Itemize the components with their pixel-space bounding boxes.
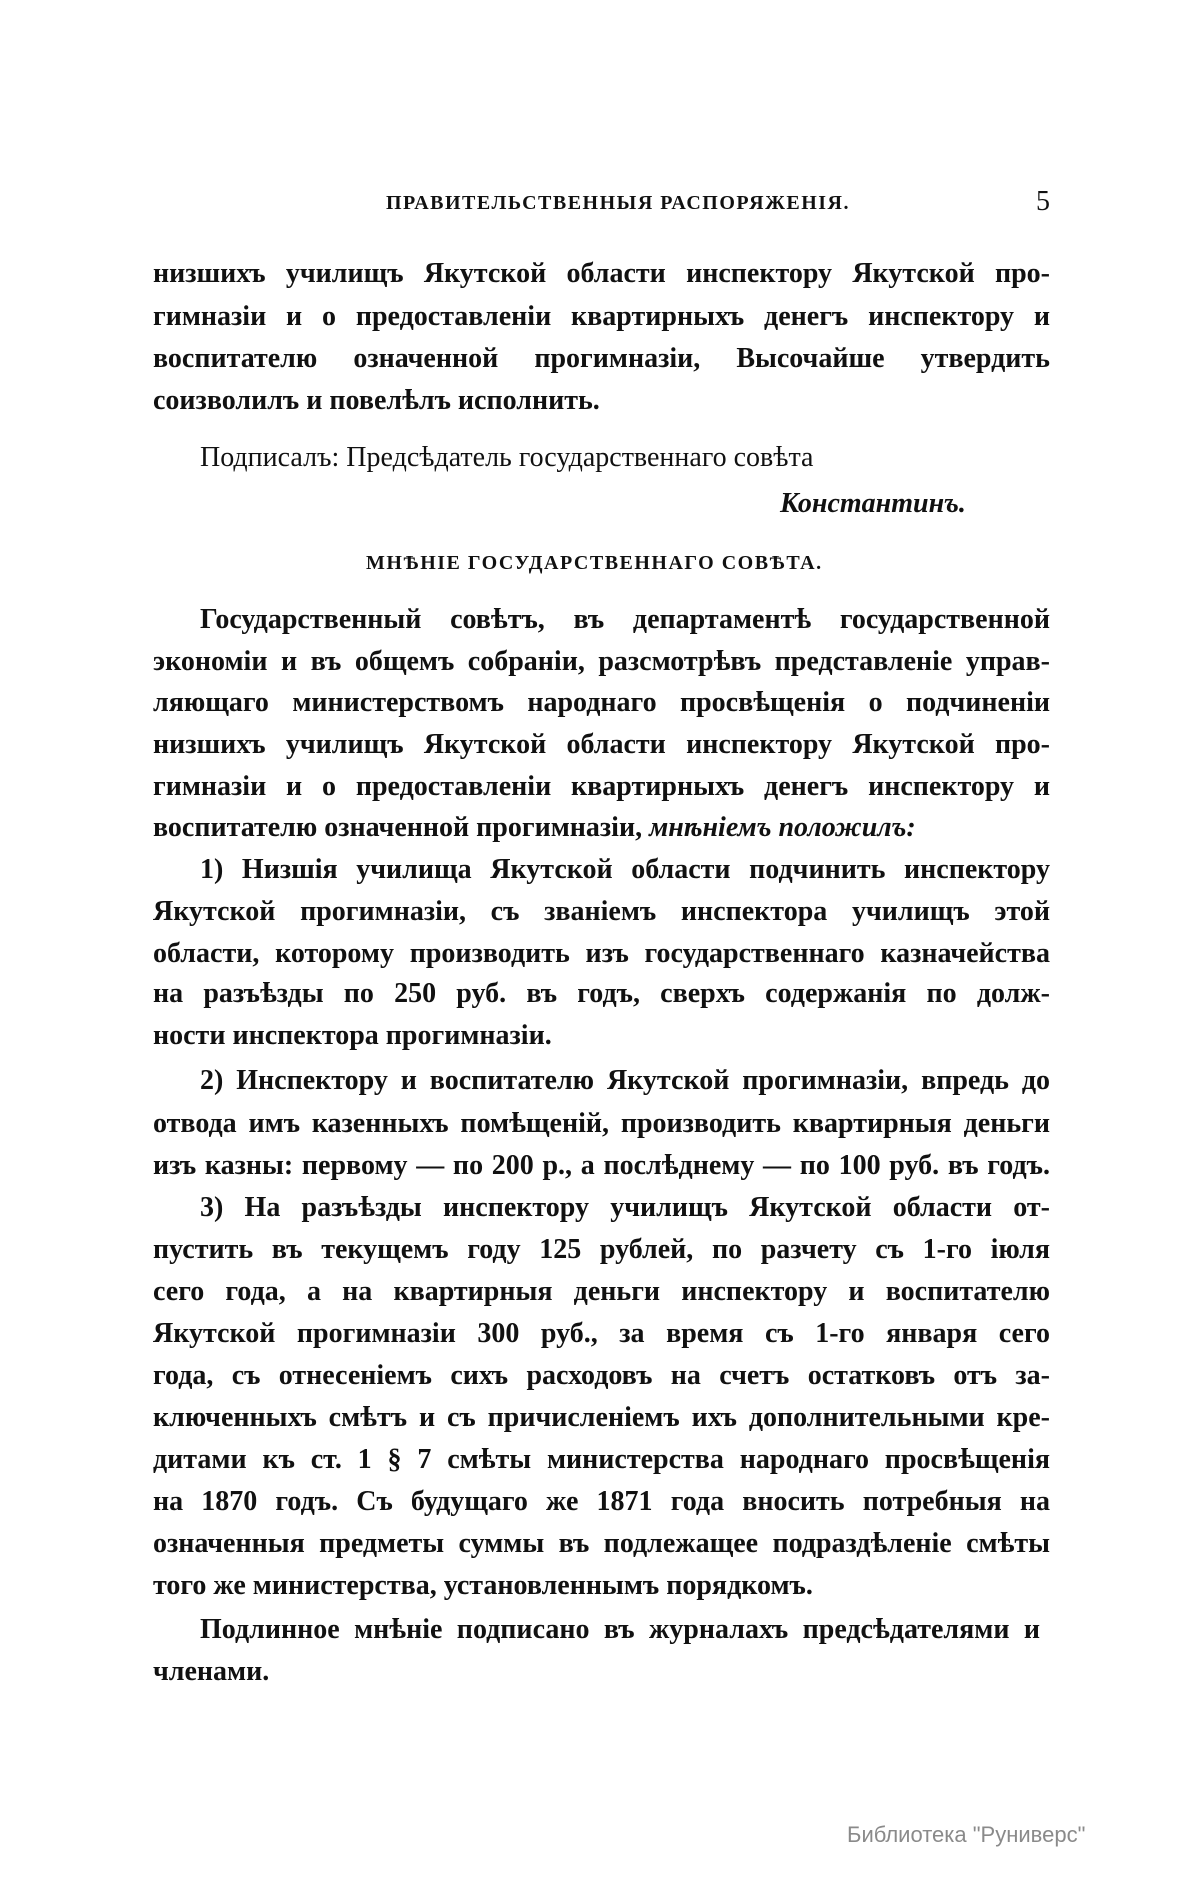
text-line: года, съ отнесеніемъ сихъ расходовъ на счетъ остатковъ отъ за- — [153, 1360, 1050, 1391]
page-number: 5 — [1036, 186, 1050, 217]
text-line: ности инспектора прогимназіи. — [153, 1020, 552, 1051]
text-line: 1) Низшія училища Якутской области подчинить инспектору — [200, 854, 1050, 885]
text-line: низшихъ училищъ Якутской области инспектору Якутской про- — [153, 258, 1050, 289]
text-line: гимназіи и о предоставленіи квартирныхъ денегъ инспектору и — [153, 301, 1050, 332]
text-line: гимназіи и о предоставленіи квартирныхъ денегъ инспектору и — [153, 771, 1050, 802]
text-line: низшихъ училищъ Якутской области инспектору Якутской про- — [153, 729, 1050, 760]
text-line: на 1870 годъ. Съ будущаго же 1871 года вносить потребныя на — [153, 1486, 1050, 1517]
text-span: воспитателю означенной прогимназіи, — [153, 812, 650, 843]
text-line: членами. — [153, 1656, 270, 1687]
text-line: Якутской прогимназіи, съ званіемъ инспектора училищъ этой — [153, 896, 1050, 927]
text-line: Государственный совѣтъ, въ департаментѣ государственной — [200, 604, 1050, 635]
text-line: области, которому производить изъ государственнаго казначейства — [153, 938, 1050, 969]
running-title: ПРАВИТЕЛЬСТВЕННЫЯ РАСПОРЯЖЕНІЯ. — [386, 192, 850, 214]
text-line: сего года, а на квартирныя деньги инспектору и воспитателю — [153, 1276, 1050, 1307]
text-line: ключенныхъ смѣтъ и съ причисленіемъ ихъ дополнительными кре- — [153, 1402, 1050, 1433]
text-line: того же министерства, установленнымъ порядкомъ. — [153, 1570, 813, 1601]
text-line: отвода имъ казенныхъ помѣщеній, производить квартирныя деньги — [153, 1108, 1050, 1139]
signature-name: Константинъ. — [780, 488, 966, 519]
text-line: означенныя предметы суммы въ подлежащее подраздѣленіе смѣты — [153, 1528, 1050, 1559]
text-line: 3) На разъѣзды инспектору училищъ Якутской области от- — [200, 1192, 1050, 1223]
text-line: соизволилъ и повелѣлъ исполнить. — [153, 385, 600, 416]
text-line: экономіи и въ общемъ собраніи, разсмотрѣвъ представленіе управ- — [153, 646, 1050, 677]
text-line: воспитателю означенной прогимназіи, Высочайше утвердить — [153, 343, 1050, 374]
text-line — [153, 811, 1050, 845]
text-line: дитами къ ст. 1 § 7 смѣты министерства народнаго просвѣщенія — [153, 1444, 1050, 1475]
library-watermark: Библиотека "Руниверс" — [847, 1822, 1086, 1847]
signature-line: Подписалъ: Предсѣдатель государственнаго совѣта — [200, 442, 814, 473]
section-heading: МНѢНІЕ ГОСУДАРСТВЕННАГО СОВѢТА. — [366, 552, 823, 574]
text-line: Подлинное мнѣніе подписано въ журналахъ предсѣдателями и — [200, 1614, 1040, 1645]
text-line: пустить въ текущемъ году 125 рублей, по разчету съ 1-го іюля — [153, 1234, 1050, 1265]
text-line: ляющаго министерствомъ народнаго просвѣщенія о подчиненіи — [153, 687, 1050, 718]
text-line: Якутской прогимназіи 300 руб., за время съ 1-го января сего — [153, 1318, 1050, 1349]
italic-phrase: мнѣніемъ положилъ: — [649, 812, 916, 843]
text-line: изъ казны: первому — по 200 р., а послѣднему — по 100 руб. въ годъ. — [153, 1150, 1050, 1181]
text-line: на разъѣзды по 250 руб. въ годъ, сверхъ содержанія по долж- — [153, 978, 1050, 1009]
text-line: 2) Инспектору и воспитателю Якутской прогимназіи, впредь до — [200, 1065, 1050, 1096]
